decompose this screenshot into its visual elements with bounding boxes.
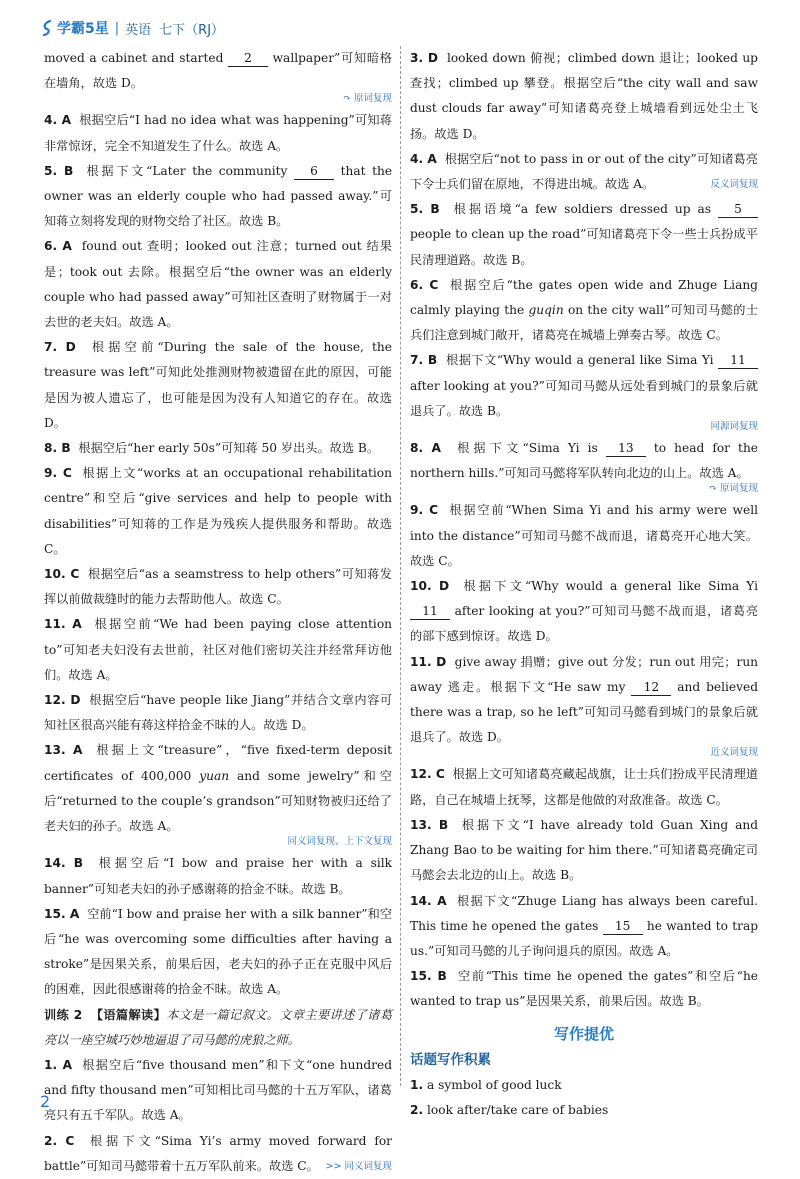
writing-item: 1. a symbol of good luck (410, 1077, 562, 1092)
answer-item: 6. A found out 查明；looked out 注意；turned out 结果是；took out 去除。根据空后“the owner was an elderly couple who had passed away”可知社区查明了财物属于一对去世的老夫妇。故选 A。 (44, 239, 392, 330)
grade-label: 七下（RJ） (159, 22, 225, 38)
training-intro: 训练 2 【语篇解读】本文是一篇记叙文。文章主要讲述了诸葛亮以一座空城巧妙地逼退了司马懿的虎狼之师。 (44, 1007, 393, 1047)
answer-item: 4. A 根据空后“not to pass in or out of the city”可知诸葛亮下令士兵们留在原地，不得进出城。故选 A。 反义词复现 (410, 147, 758, 197)
blank: 11 (410, 604, 450, 620)
answer-cont: moved a cabinet and started 2 wallpaper”可知暗格在墙角，故选 D。 (44, 51, 392, 91)
answer-item: 12. D 根据空后“have people like Jiang”并结合文章内容可知社区很高兴能有蒋这样拾金不昧的人。故选 D。 (44, 693, 393, 733)
left-column (44, 46, 392, 1179)
tip-note: ↷ 原词复现 (343, 93, 392, 105)
answer-item: 4. A 根据空后“I had no idea what was happening”可知蒋非常惊讶，完全不知道发生了什么。故选 A。 (44, 113, 392, 153)
section-title: 写作提优 (553, 1024, 614, 1043)
tip-note: 反义词复现 (710, 179, 758, 191)
tip-note: ↷ 原词复现 (709, 483, 758, 495)
answer-item: 14. B 根据空后“I bow and praise her with a silk banner”可知老夫妇的孙子感谢蒋的拾金不昧。故选 B。 (44, 856, 393, 896)
writing-item: 2. look after/take care of babies (410, 1102, 609, 1117)
tip-note: 同源词复现 (710, 421, 758, 433)
answer-item: 14. A 根据下文“Zhuge Liang has always been careful. This time he opened the gates 15 he wanted to trap us.”可知司马懿的儿子询问退兵的原因。故选 A。 (410, 893, 759, 958)
answer-item: 10. D 根据下文“Why would a general like Sima Yi 11 after looking at you?”可知司马懿不战而退，诸葛亮的部下感到惊讶。故选 D。 (410, 579, 759, 644)
blank: 6 (294, 164, 334, 180)
answer-item: 8. A 根据下文“Sima Yi is 13 to head for the northern hills.”可知司马懿将军队转向北边的山上。故选 A。 (410, 441, 759, 481)
answer-item: 15. B 空前“This time he opened the gates”和空后“he wanted to trap us”是因果关系，前果后因。故选 B。 (410, 969, 759, 1009)
blank: 12 (631, 680, 671, 696)
answer-item: 10. C 根据空后“as a seamstress to help others”可知蒋发挥以前做裁缝时的能力去帮助他人。故选 C。 (44, 567, 392, 607)
blank: 11 (718, 353, 758, 369)
answer-item: 7. D 根据空前“During the sale of the house, the treasure was left”可知此处推测财物被遗留在此的原因，可能是因为被人遗忘了，也可能是因为没有人知道它的存在。故选 D。 (44, 340, 392, 430)
brand-swirl-icon (40, 20, 54, 36)
answer-item: 13. A 根据上文“treasure”，“five fixed-term deposit certificates of 400,000 yuan and some jewelry”和空后“returned to the couple’s grandson”可知财物被归还给了老夫妇的孙子。故选 A。 (44, 743, 392, 834)
blank: 5 (718, 202, 758, 218)
answer-item: 1. A 根据空后“five thousand men”和下文“one hundred and fifty thousand men”可知相比司马懿的十五万军队，诸葛亮只有五千军队。故选 A。 (44, 1057, 392, 1123)
answer-item: 8. B 根据空后“her early 50s”可知蒋 50 岁出头。故选 B。 (44, 441, 380, 456)
tip-note: 近义词复现 (710, 747, 758, 759)
answer-item: 13. B 根据下文“I have already told Guan Xing and Zhang Bao to be waiting for him there.”可知诸葛亮确定司马懿会去北边的山上。故选 B。 (410, 817, 759, 883)
tip-note: 同义词复现、上下文复现 (287, 836, 392, 848)
training-label: 训练 2 (44, 1007, 83, 1022)
answer-item: 9. C 根据空前“When Sima Yi and his army were well into the distance”可知司马懿不战而退，诸葛亮开心地大笑。故选 C。 (410, 503, 758, 568)
answer-item: 12. C 根据上文可知诸葛亮藏起战旗，让士兵们扮成平民清理道路，自己在城墙上抚琴，这都是他做的对敌准备。故选 C。 (410, 767, 759, 807)
answer-item: 5. B 根据下文“Later the community 6 that the owner was an elderly couple who had passed away.”可知蒋立刻将发现的财物交给了社区。故选 B。 (44, 163, 393, 229)
sub-title: 话题写作积累 (410, 1051, 491, 1068)
training-tag: 【语篇解读】 (90, 1007, 167, 1022)
subject-label: 英语 (125, 22, 152, 38)
column-divider (400, 46, 401, 1086)
brand-name: 学霸5星 (57, 21, 109, 37)
header-separator: | (114, 20, 120, 36)
answer-item: 15. A 空前“I bow and praise her with a silk banner”和空后“he was overcoming some difficulties after having a stroke”是因果关系，前果后因，老夫妇的孙子正在克服中风后的困难，因此很感谢蒋的拾金不昧。故选 A。 (44, 906, 393, 997)
answer-item: 5. B 根据语境“a few soldiers dressed up as 5 people to clean up the road”可知诸葛亮下令一些士兵扮成平民清理道路。故选 B。 (410, 202, 758, 267)
page-header (40, 16, 224, 40)
blank: 15 (603, 919, 643, 935)
brand-logo (40, 18, 109, 38)
blank: 2 (228, 51, 268, 67)
answer-item: 3. D looked down 俯视；climbed down 退让；looked up 查找；climbed up 攀登。根据空后“the city wall and saw dust clouds far away”可知诸葛亮登上城墙看到远处尘土飞扬。故选 D。 (410, 51, 758, 141)
blank: 13 (606, 441, 646, 457)
answer-item: 9. C 根据上文“works at an occupational rehabilitation centre”和空后“give services and help to people with disabilities”可知蒋的工作是为残疾人提供服务和帮助。故选 C。 (44, 466, 392, 556)
answer-item: 2. C 根据下文“Sima Yi’s army moved forward for battle”可知司马懿带着十五万军队前来。故选 C。 >> 同义词复现 (44, 1129, 392, 1179)
right-column (410, 46, 758, 1123)
answer-item: 7. B 根据下文“Why would a general like Sima Yi 11 after looking at you?”可知司马懿从远处看到城门的景象后就退兵了。故选 B。 (410, 353, 758, 418)
answer-item: 11. A 根据空前“We had been paying close attention to”可知老夫妇没有去世前，社区对他们密切关注并经常拜访他们。故选 A。 (44, 617, 393, 682)
tip-note: >> 同义词复现 (325, 1160, 392, 1172)
answer-item: 11. D give away 捐赠；give out 分发；run out 用完；run away 逃走。根据下文“He saw my 12 and believed there was a trap, so he left”可知司马懿看到城门的景象后就退兵了。故选 D。 (410, 654, 759, 745)
page-number: 2 (40, 1092, 51, 1111)
answer-item: 6. C 根据空后“the gates open wide and Zhuge Liang calmly playing the guqin on the city wall”可知司马懿的士兵们注意到城门敞开，诸葛亮在城墙上弹奏古琴。故选 C。 (410, 277, 759, 343)
